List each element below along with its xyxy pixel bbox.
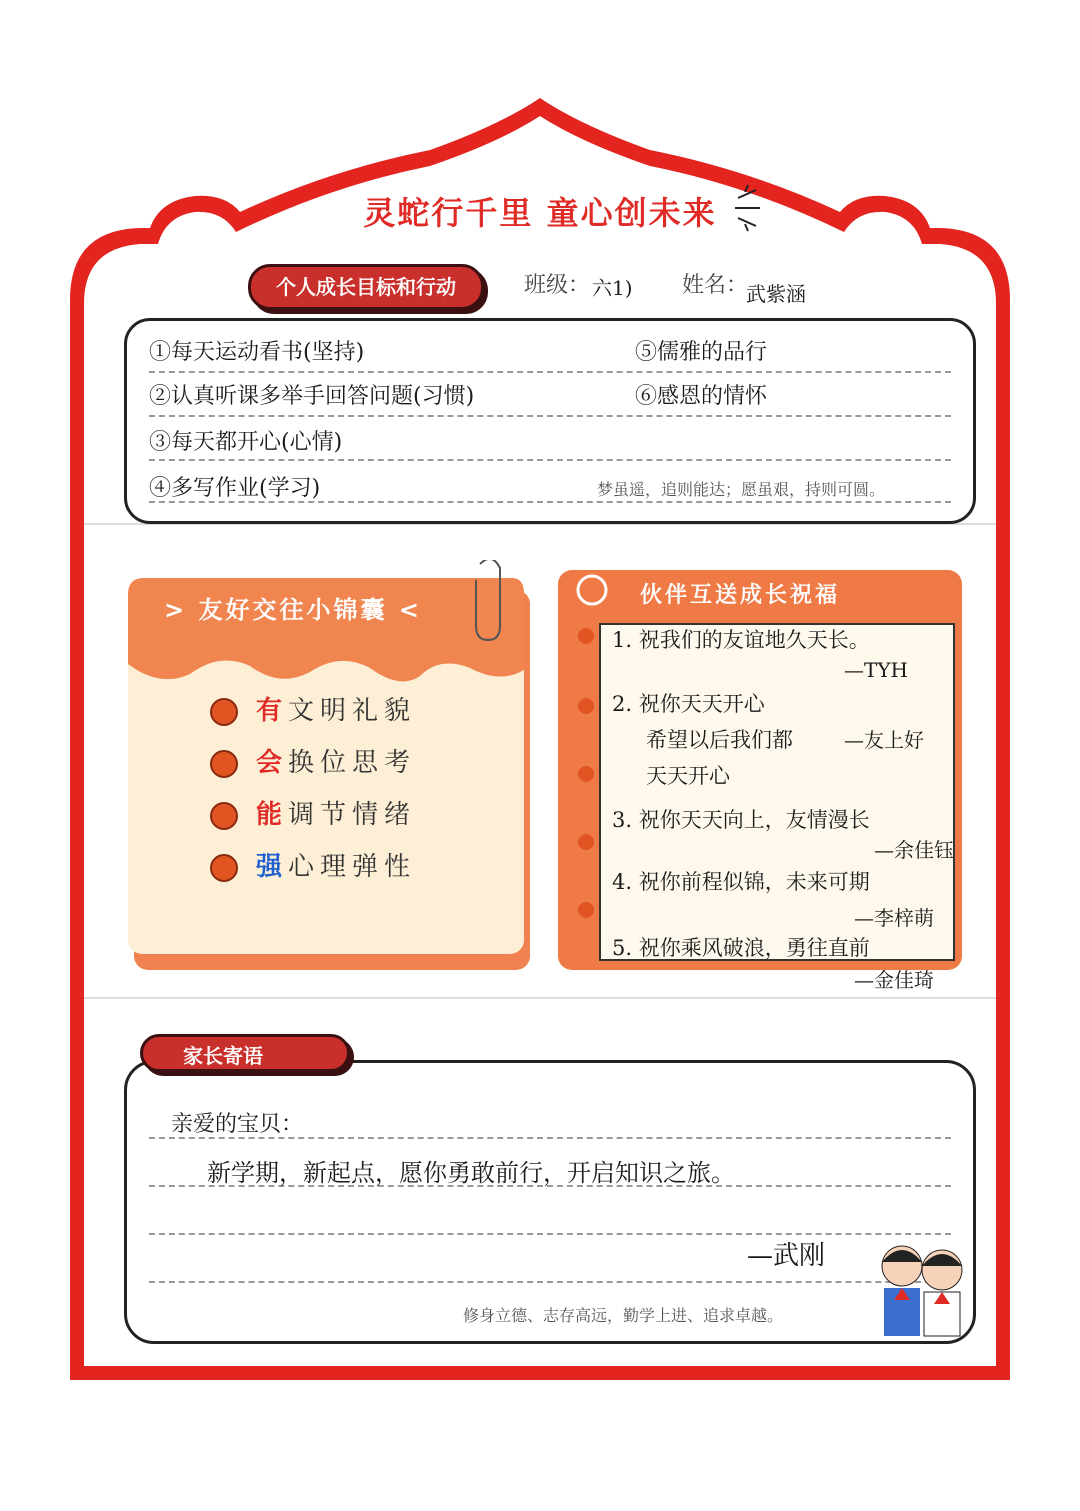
parent-greeting: 亲爱的宝贝： (171, 1112, 304, 1137)
name-label: 姓名： (682, 273, 749, 298)
parent-message: 新学期，新起点，愿你勇敢前行，开启知识之旅。 (207, 1159, 735, 1187)
chevron-right-icon: > (164, 596, 188, 624)
chevron-left-icon: < (398, 596, 422, 624)
pouch-icon (210, 802, 238, 830)
tip-item-4: 强心理弹性 (210, 846, 416, 883)
goals-box (124, 318, 976, 524)
goal-item-5: ⑤儒雅的品行 (635, 340, 768, 365)
page-title: 灵蛇行千里 童心创未来 (363, 194, 717, 232)
wish-text-2c: 天天开心 (646, 764, 730, 788)
children-illustration (874, 1236, 970, 1340)
wish-sign-2: —友上好 (844, 728, 924, 752)
wish-sign-3: —余佳钰 (874, 838, 954, 862)
tips-title-text: 友好交往小锦囊 (198, 596, 388, 624)
parent-motto: 修身立德、志存高远，勤学上进、追求卓越。 (463, 1306, 784, 1325)
class-value: 六1) (592, 276, 633, 300)
pouch-icon (210, 854, 238, 882)
section-goals-label: 个人成长目标和行动 (248, 264, 484, 310)
goals-motto: 梦虽遥，追则能达；愿虽艰，持则可圆。 (597, 480, 886, 499)
wish-text-2: 2. 祝你天天开心 (612, 692, 765, 716)
tip-item-2: 会换位思考 (210, 742, 416, 779)
class-label: 班级： (524, 273, 591, 298)
wish-sign-5: —金佳琦 (854, 968, 934, 992)
wish-text-5: 5. 祝你乘风破浪，勇往直前 (612, 936, 870, 960)
tip-item-1: 有文明礼貌 (210, 690, 416, 727)
tip-item-3: 能调节情绪 (210, 794, 416, 831)
wishes-title: 伙伴互送成长祝福 (640, 583, 841, 608)
pouch-icon (210, 750, 238, 778)
goal-item-4: ④多写作业(学习) (149, 476, 321, 501)
wish-text-4: 4. 祝你前程似锦，未来可期 (612, 870, 870, 894)
wish-text-1: 1. 祝我们的友谊地久天长。 (612, 628, 870, 652)
goal-item-1: ①每天运动看书(坚持) (149, 340, 365, 365)
parent-box (124, 1060, 976, 1344)
wishes-list (604, 620, 954, 990)
name-value: 武紫涵 (746, 282, 806, 306)
wish-text-3: 3. 祝你天天向上，友情漫长 (612, 808, 870, 832)
section-parent-label: 家长寄语 (140, 1034, 350, 1072)
goal-item-6: ⑥感恩的情怀 (635, 384, 768, 409)
goal-item-3: ③每天都开心(心情) (149, 430, 343, 455)
wish-sign-1: —TYH (844, 658, 908, 682)
goal-item-2: ②认真听课多举手回答问题(习惯) (149, 384, 475, 409)
pouch-icon (210, 698, 238, 726)
parent-sign: —武刚 (747, 1241, 826, 1271)
wish-sign-4: —李梓萌 (854, 906, 934, 930)
wish-text-2b: 希望以后我们都 (646, 728, 793, 752)
tips-list (130, 578, 526, 958)
